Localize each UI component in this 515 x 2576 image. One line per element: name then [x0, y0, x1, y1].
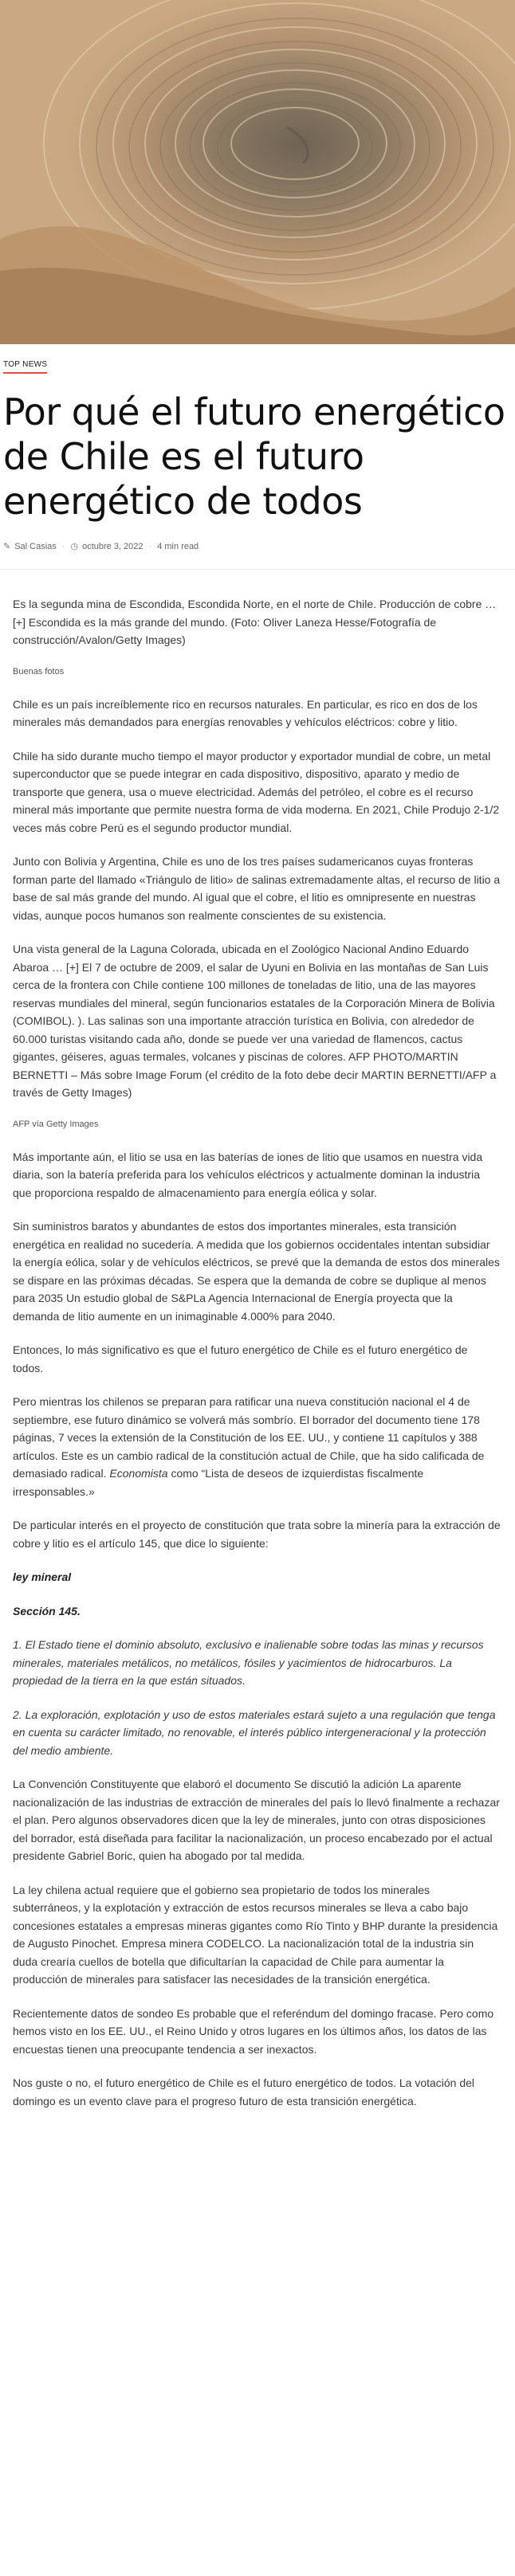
article-body [0, 570, 515, 2158]
quote-paragraph: 1. El Estado tiene el dominio absoluto, exclusivo e inalienable sobre todas las minas y recursos minerales, materiales metálicos, no metálicos, fósiles y yacimientos de hidrocarburos. La propiedad de la tierra en la que están situados. [13, 1638, 484, 1687]
hero-image [0, 0, 515, 344]
publication-name: Economista [109, 1467, 168, 1480]
paragraph: La ley chilena actual requiere que el gobierno sea propietario de todos los minerales subterráneos, y la explotación y extracción de estos recursos minerales se lleva a cabo bajo concesiones estatales a empresas mineras gigantes como Río Tinto y BHP durante la presidencia de Augusto Pinochet. Empresa minera CODELCO. La nacionalización total de la industria sin duda crearía cuellos de botella que dificultarían la capacidad de Chile para aumentar la producción de minerales para satisfacer las necesidades de la transición energética. [13, 1883, 498, 1986]
photo-credit: AFP vía Getty Images [13, 1119, 99, 1129]
pencil-icon: ✎ [3, 542, 11, 551]
article-title: Por qué el futuro energético de Chile es el futuro energético de todos [3, 390, 505, 523]
separator: · [148, 541, 152, 551]
paragraph: Chile es un país increíblemente rico en recursos naturales. En particular, es rico en dos de los minerales más demandados para energías renovables y vehículos eléctricos: cobre y litio. [13, 697, 478, 728]
paragraph: Más importante aún, el litio se usa en las baterías de iones de litio que usamos en nuestra vida diaria, son la batería preferida para los vehículos eléctricos y actualmente dominan la industria que proporciona respaldo de almacenamiento para energía eólica y solar. [13, 1150, 483, 1199]
publish-date: octubre 3, 2022 [82, 541, 143, 551]
paragraph: Recientemente datos de sondeo Es probable que el referéndum del domingo fracase. Pero como hemos visto en los EE. UU., el Reino Unido y otros lugares en los últimos años, los datos de las encuestas tienen una preocupante tendencia a ser inexactos. [13, 2006, 494, 2056]
paragraph-text: Pero mientras los chilenos se preparan para ratificar una nueva constitución nacional el 4 de septiembre, ese futuro dinámico se volverá más sombrío. El borrador del documento tiene 178 páginas, 7 veces la extensión de la Constitución de los EE. UU., y contiene 11 capítulos y 388 artículos. Este es un cambio radical de la constitución actual de Chile, que ha sido calificada de demasiado radical. [13, 1395, 485, 1480]
paragraph: Junto con Bolivia y Argentina, Chile es uno de los tres países sudamericanos cuyas fronteras forman parte del llamado «Triángulo de litio» de salinas extremadamente altas, el recurso de litio a base de sal más grande del mundo. Al igual que el cobre, el litio es omnipresente en nuestras vidas, aunque pocos humanos son realmente conscientes de su existencia. [13, 855, 501, 922]
clock-icon: ◷ [70, 542, 79, 551]
paragraph: Entonces, lo más significativo es que el futuro energético de Chile es el futuro energético de todos. [13, 1343, 468, 1374]
image-caption: Una vista general de la Laguna Colorada, ubicada en el Zoológico Nacional Andino Eduardo Abaroa … [+] El 7 de octubre de 2009, el salar de Uyuni en Bolivia en las montañas de San Luis cerca de la frontera con Chile contiene 100 millones de toneladas de litio, una de las mayores reservas mundiales del mineral, según funcionarios estatales de la Corporación Minera de Bolivia (COMIBOL). ). Las salinas son una importante atracción turística en Bolivia, con alrededor de 60.000 turistas visitando cada año, donde se puede ver una variedad de flamencos, cactus gigantes, géiseres, aguas termales, volcanes y piscinas de colores. AFP PHOTO/MARTIN BERNETTI – Más sobre Image Forum (el crédito de la foto debe decir MARTIN BERNETTI/AFP a través de Getty Images) [13, 943, 497, 1099]
paragraph: Chile ha sido durante mucho tiempo el mayor productor y exportador mundial de cobre, un metal superconductor que se puede integrar en cada dispositivo, dispositivo, aparato y medio de transporte que genera, usa o mueve electricidad. Además del petróleo, el cobre es el recurso mineral más importante que permite nuestra forma de vida moderna. En 2021, Chile Produjo 2-1/2 veces más cobre Perú es el segundo productor mundial. [13, 749, 500, 834]
photo-credit: Buenas fotos [13, 666, 65, 676]
paragraph [13, 1393, 501, 1500]
category-tag[interactable]: TOP NEWS [3, 360, 47, 374]
subheading: Sección 145. [13, 1604, 81, 1617]
article-header [0, 344, 515, 551]
paragraph-text: como “Lista de deseos de izquierdistas fiscalmente irresponsables.» [13, 1467, 424, 1498]
mine-illustration [0, 0, 515, 344]
read-time: 4 min read [157, 541, 199, 551]
paragraph: Nos guste o no, el futuro energético de Chile es el futuro energético de todos. La votación del domingo es un evento clave para el progreso futuro de esta transición energética. [13, 2076, 475, 2107]
paragraph: De particular interés en el proyecto de constitución que trata sobre la minería para la extracción de cobre y litio es el artículo 145, que dice lo siguiente: [13, 1519, 501, 1550]
quote-paragraph: 2. La exploración, explotación y uso de estos materiales estará sujeto a una regulación que tenga en cuenta su carácter limitado, no renovable, el interés público intergeneracional y la protección del medio ambiente. [13, 1708, 496, 1757]
paragraph: La Convención Constituyente que elaboró el documento Se discutió la adición La aparente nacionalización de las industrias de extracción de minerales del país lo llevó finalmente a rechazar el plan. Pero algunos observadores dicen que la ley de minerales, junto con otras disposiciones del borrador, está diseñada para facilitar la nacionalización, un proceso encabezado por el actual presidente Gabriel Boric, quien ha abogado por tal medida. [13, 1778, 500, 1862]
image-caption: Es la segunda mina de Escondida, Escondida Norte, en el norte de Chile. Producción de cobre … [+] Escondida es la más grande del mundo. (Foto: Oliver Laneza Hesse/Fotografía de construcción/Avalon/Getty Images) [13, 598, 497, 646]
author-name[interactable]: Sal Casias [14, 541, 57, 551]
separator: · [61, 541, 65, 551]
paragraph: Sin suministros baratos y abundantes de estos dos importantes minerales, esta transición energética en realidad no sucedería. A medida que los gobiernos occidentales intentan subsidiar la energía eólica, solar y de vehículos eléctricos, se prevé que la demanda de estos dos minerales se dispare en las próximas décadas. Se espera que la demanda de cobre se duplique al menos para 2035 Un estudio global de S&PLa Agencia Internacional de Energía proyecta que la demanda de litio aumente en un inimaginable 4.000% para 2040. [13, 1220, 500, 1323]
subheading: ley mineral [13, 1570, 72, 1583]
byline [3, 541, 515, 551]
